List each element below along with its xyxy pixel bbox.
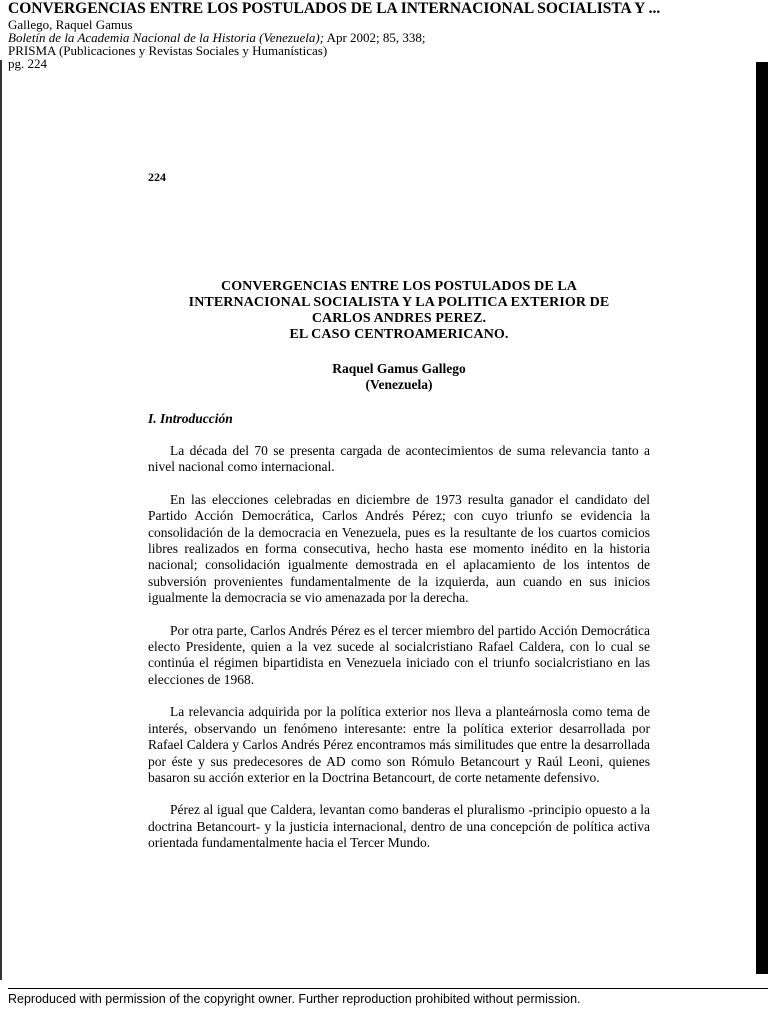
paragraph: Por otra parte, Carlos Andrés Pérez es el tercer miembro del partido Acción Democrática electo Presidente, quien a la vez sucede al socialcristiano Rafael Caldera, con lo cual se continúa el régimen bipartidista en Venezuela iniciado con el triunfo socialcristiano en las elecciones de 1968.: [148, 622, 650, 687]
journal-name: Boletín de la Academia Nacional de la Historia (Venezuela);: [8, 30, 325, 45]
article-title: [148, 279, 650, 343]
author-name: Raquel Gamus Gallego: [332, 361, 466, 376]
title-line: INTERNACIONAL SOCIALISTA Y LA POLITICA EXTERIOR DE: [188, 295, 610, 310]
scanned-page: [148, 170, 650, 868]
left-scan-edge: [0, 60, 2, 980]
paragraph: La relevancia adquirida por la política exterior nos lleva a planteárnosla como tema de interés, observando un fenómeno interesante: entre la política exterior desarrollada por Rafael Caldera y Carlos Andrés Pérez encontramos más similitudes que entre la desarrollada por éste y sus predecesores de AD como son Rómulo Betancourt y Raúl Leoni, quienes basaron su acción exterior en la Doctrina Betancourt, de corte netamente defensivo.: [148, 704, 650, 785]
page-reference: pg. 224: [8, 56, 47, 71]
article-author: [148, 361, 650, 393]
journal-details: Apr 2002; 85, 338;: [324, 30, 426, 45]
database-line: PRISMA (Publicaciones y Revistas Sociales y Humanísticas): [8, 43, 328, 58]
author-country: (Venezuela): [365, 377, 433, 392]
page-number: 224: [148, 170, 166, 184]
paragraph: Pérez al igual que Caldera, levantan como banderas el pluralismo -principio opuesto a la doctrina Betancourt- y la justicia internacional, dentro de una concepción de política activa orientada fundamentalmente hacia el Tercer Mundo.: [148, 802, 650, 851]
title-line: CARLOS ANDRES PEREZ.: [311, 311, 487, 326]
right-scan-edge: [756, 62, 768, 974]
paragraph: La década del 70 se presenta cargada de acontecimientos de suma relevancia tanto a nivel nacional como internacional.: [148, 443, 650, 475]
section-heading: I. Introducción: [148, 411, 233, 426]
document-title: CONVERGENCIAS ENTRE LOS POSTULADOS DE LA INTERNACIONAL SOCIALISTA Y ...: [8, 0, 661, 17]
title-line: EL CASO CENTROAMERICANO.: [289, 327, 509, 342]
author-line: Gallego, Raquel Gamus: [8, 17, 133, 32]
copyright-notice: Reproduced with permission of the copyright owner. Further reproduction prohibited without permission.: [8, 988, 768, 1027]
citation-header: [8, 0, 760, 70]
title-line: CONVERGENCIAS ENTRE LOS POSTULADOS DE LA: [220, 279, 578, 294]
paragraph: En las elecciones celebradas en diciembre de 1973 resulta ganador el candidato del Partido Acción Democrática, Carlos Andrés Pérez; con cuyo triunfo se evidencia la consolidación de la democracia en Venezuela, pues es la resultante de los cuartos comicios libres realizados en forma consecutiva, hecho hasta ese momento inédito en la historia nacional; consolidación igualmente demostrada en el aplacamiento de los intentos de subversión provenientes fundamentalmente de la izquierda, aun cuando en sus inicios igualmente la democracia se vio amenazada por la derecha.: [148, 491, 650, 606]
